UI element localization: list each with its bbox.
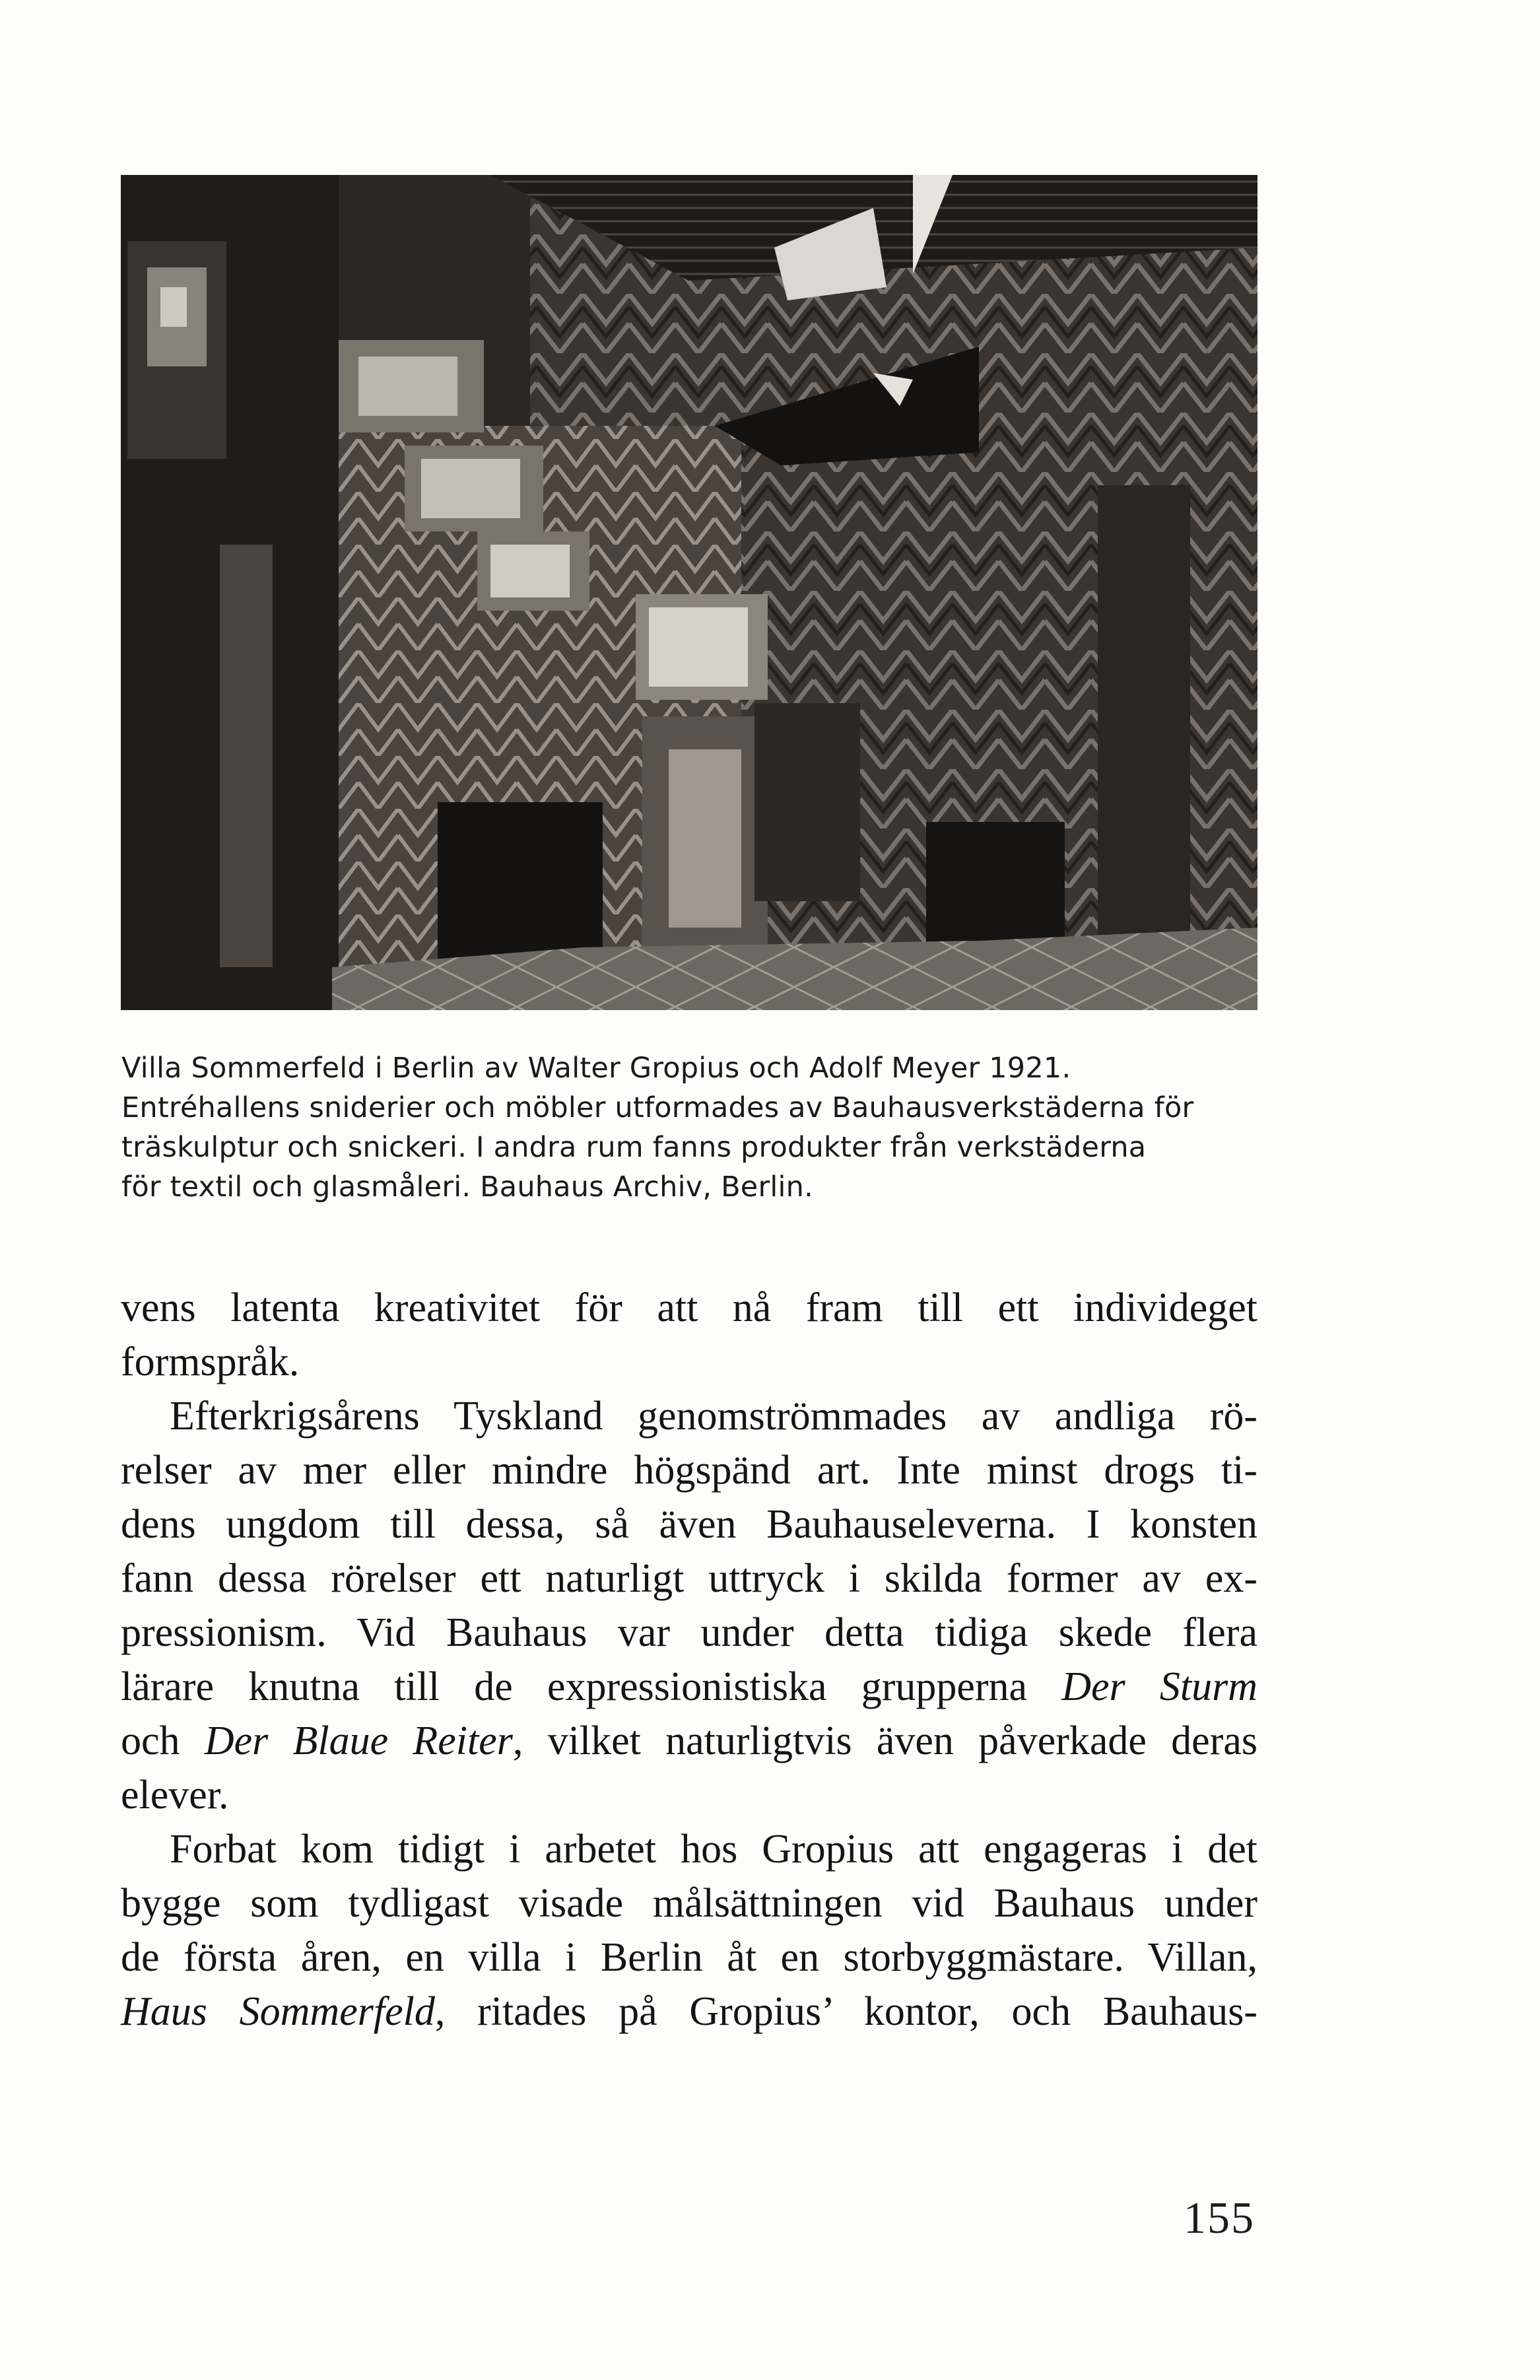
page-number: 155 — [1184, 2193, 1255, 2243]
italic-title: Der Sturm — [1061, 1664, 1257, 1709]
caption-line: Entréhallens sniderier och möbler utformades av Bauhausverkstäderna för — [121, 1091, 1194, 1124]
caption-line: för textil och glasmåleri. Bauhaus Archiv, Berlin. — [121, 1171, 813, 1204]
text-line: vens latenta kreativitet för att nå fram till ett individeget — [121, 1285, 1257, 1330]
text-run: lärare knutna till de expressionistiska grupperna — [121, 1664, 1062, 1709]
text-line: pressionism. Vid Bauhaus var under detta tidiga skede flera — [121, 1610, 1257, 1655]
text-line — [121, 1714, 1257, 1768]
text-run: , ritades på Gropius’ kontor, och Bauhaus- — [434, 1989, 1257, 2034]
text-line: bygge som tydligast visade målsättningen vid Bauhaus under — [121, 1881, 1257, 1926]
text-run: och — [121, 1718, 205, 1763]
text-line: dens ungdom till dessa, så även Bauhauseleverna. I konsten — [121, 1502, 1257, 1547]
text-line — [121, 1985, 1257, 2039]
text-line — [121, 1660, 1257, 1714]
villa-sommerfeld-hall-image — [121, 175, 1257, 1010]
text-line: formspråk. — [121, 1340, 300, 1384]
text-line: relser av mer eller mindre högspänd art. Inte minst drogs ti- — [121, 1448, 1257, 1493]
paragraph-1 — [121, 1281, 1257, 1389]
text-line: fann dessa rörelser ett naturligt uttryck i skilda former av ex- — [121, 1556, 1257, 1601]
italic-title: Haus Sommerfeld — [121, 1989, 435, 2034]
text-line: de första åren, en villa i Berlin åt en storbyggmästare. Villan, — [121, 1935, 1257, 1980]
text-line: elever. — [121, 1773, 229, 1818]
figure-caption — [121, 1048, 1283, 1207]
interior-photograph — [121, 175, 1257, 1010]
paragraph-2 — [121, 1389, 1257, 1822]
text-line: Efterkrigsårens Tyskland genomströmmades av andliga rö- — [170, 1394, 1257, 1439]
caption-line: Villa Sommerfeld i Berlin av Walter Gropius och Adolf Meyer 1921. — [121, 1052, 1071, 1085]
text-run: , vilket naturligtvis även påverkade deras — [512, 1718, 1257, 1763]
italic-title: Der Blaue Reiter — [204, 1718, 513, 1763]
paragraph-3 — [121, 1822, 1257, 2039]
body-text — [121, 1281, 1257, 2039]
caption-line: träskulptur och snickeri. I andra rum fanns produkter från verkstäderna — [121, 1131, 1147, 1164]
text-line: Forbat kom tidigt i arbetet hos Gropius att engageras i det — [170, 1827, 1257, 1872]
